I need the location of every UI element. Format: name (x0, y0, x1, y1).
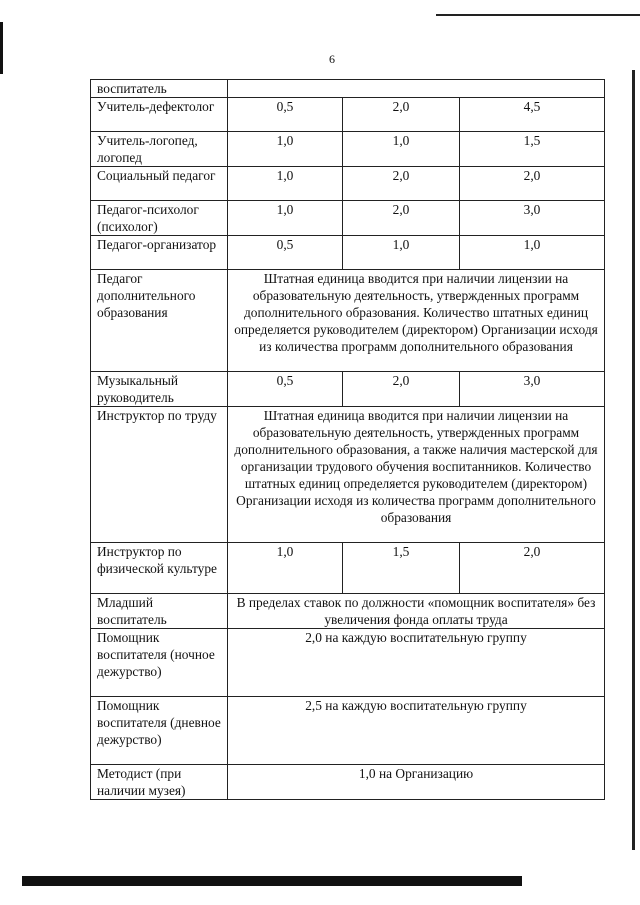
table-row (91, 132, 605, 167)
value-cell: 0,5 (228, 98, 343, 132)
value-cell: 4,5 (460, 98, 605, 132)
value-cell: 1,0 (228, 201, 343, 236)
role-cell: Методист (при наличии музея) (91, 765, 228, 800)
value-cell: 0,5 (228, 236, 343, 270)
value-cell: 2,0 (343, 201, 460, 236)
value-cell: 1,0 (460, 236, 605, 270)
table-row (91, 697, 605, 765)
table-row (91, 594, 605, 629)
staffing-table (90, 79, 605, 800)
value-cell: 1,5 (343, 543, 460, 594)
role-cell: воспитатель (91, 80, 228, 98)
table-row (91, 201, 605, 236)
note-cell: Штатная единица вводится при наличии лицензии на образовательную деятельность, утвержденных программ дополнительного образования. Количество штатных единиц определяется руководителем (директором) Организации исходя из количества программ дополнительного образования (228, 270, 605, 372)
value-cell: 0,5 (228, 372, 343, 407)
role-cell: Педагог-организатор (91, 236, 228, 270)
role-cell: Инструктор по труду (91, 407, 228, 543)
role-cell: Социальный педагог (91, 167, 228, 201)
scan-right-edge (632, 70, 635, 850)
role-cell: Инструктор по физической культуре (91, 543, 228, 594)
value-cell: 2,0 (343, 98, 460, 132)
table-row (91, 98, 605, 132)
value-cell: 1,0 (343, 236, 460, 270)
value-cell: 1,0 (228, 167, 343, 201)
value-cell: 2,0 (343, 167, 460, 201)
role-cell: Учитель-дефектолог (91, 98, 228, 132)
table-row (91, 543, 605, 594)
role-cell: Педагог-психолог (психолог) (91, 201, 228, 236)
scan-top-mark (436, 14, 640, 16)
note-cell: 2,5 на каждую воспитательную группу (228, 697, 605, 765)
value-cell: 2,0 (460, 543, 605, 594)
note-cell: 2,0 на каждую воспитательную группу (228, 629, 605, 697)
note-cell (228, 80, 605, 98)
role-cell: Учитель-логопед, логопед (91, 132, 228, 167)
value-cell: 1,5 (460, 132, 605, 167)
value-cell: 1,0 (228, 543, 343, 594)
table-row (91, 629, 605, 697)
role-cell: Музыкальный руководитель (91, 372, 228, 407)
value-cell: 2,0 (343, 372, 460, 407)
table-row (91, 372, 605, 407)
note-cell: В пределах ставок по должности «помощник воспитателя» без увеличения фонда оплаты труда (228, 594, 605, 629)
table-row (91, 167, 605, 201)
role-cell: Младший воспитатель (91, 594, 228, 629)
scan-left-mark (0, 22, 3, 74)
value-cell: 2,0 (460, 167, 605, 201)
role-cell: Помощник воспитателя (дневное дежурство) (91, 697, 228, 765)
value-cell: 3,0 (460, 201, 605, 236)
value-cell: 3,0 (460, 372, 605, 407)
table-row (91, 407, 605, 543)
table-row (91, 236, 605, 270)
role-cell: Педагог дополнительного образования (91, 270, 228, 372)
value-cell: 1,0 (343, 132, 460, 167)
scan-bottom-mark (22, 876, 522, 886)
table-row (91, 270, 605, 372)
note-cell: 1,0 на Организацию (228, 765, 605, 800)
note-cell: Штатная единица вводится при наличии лицензии на образовательную деятельность, утвержденных программ дополнительного образования, а также наличия мастерской для организации трудового обучения воспитанников. Количество штатных единиц определяется руководителем (директором) Организации исходя из количества программ дополнительного образования (228, 407, 605, 543)
table-row (91, 80, 605, 98)
value-cell: 1,0 (228, 132, 343, 167)
table-row (91, 765, 605, 800)
page-number: 6 (329, 52, 335, 66)
role-cell: Помощник воспитателя (ночное дежурство) (91, 629, 228, 697)
